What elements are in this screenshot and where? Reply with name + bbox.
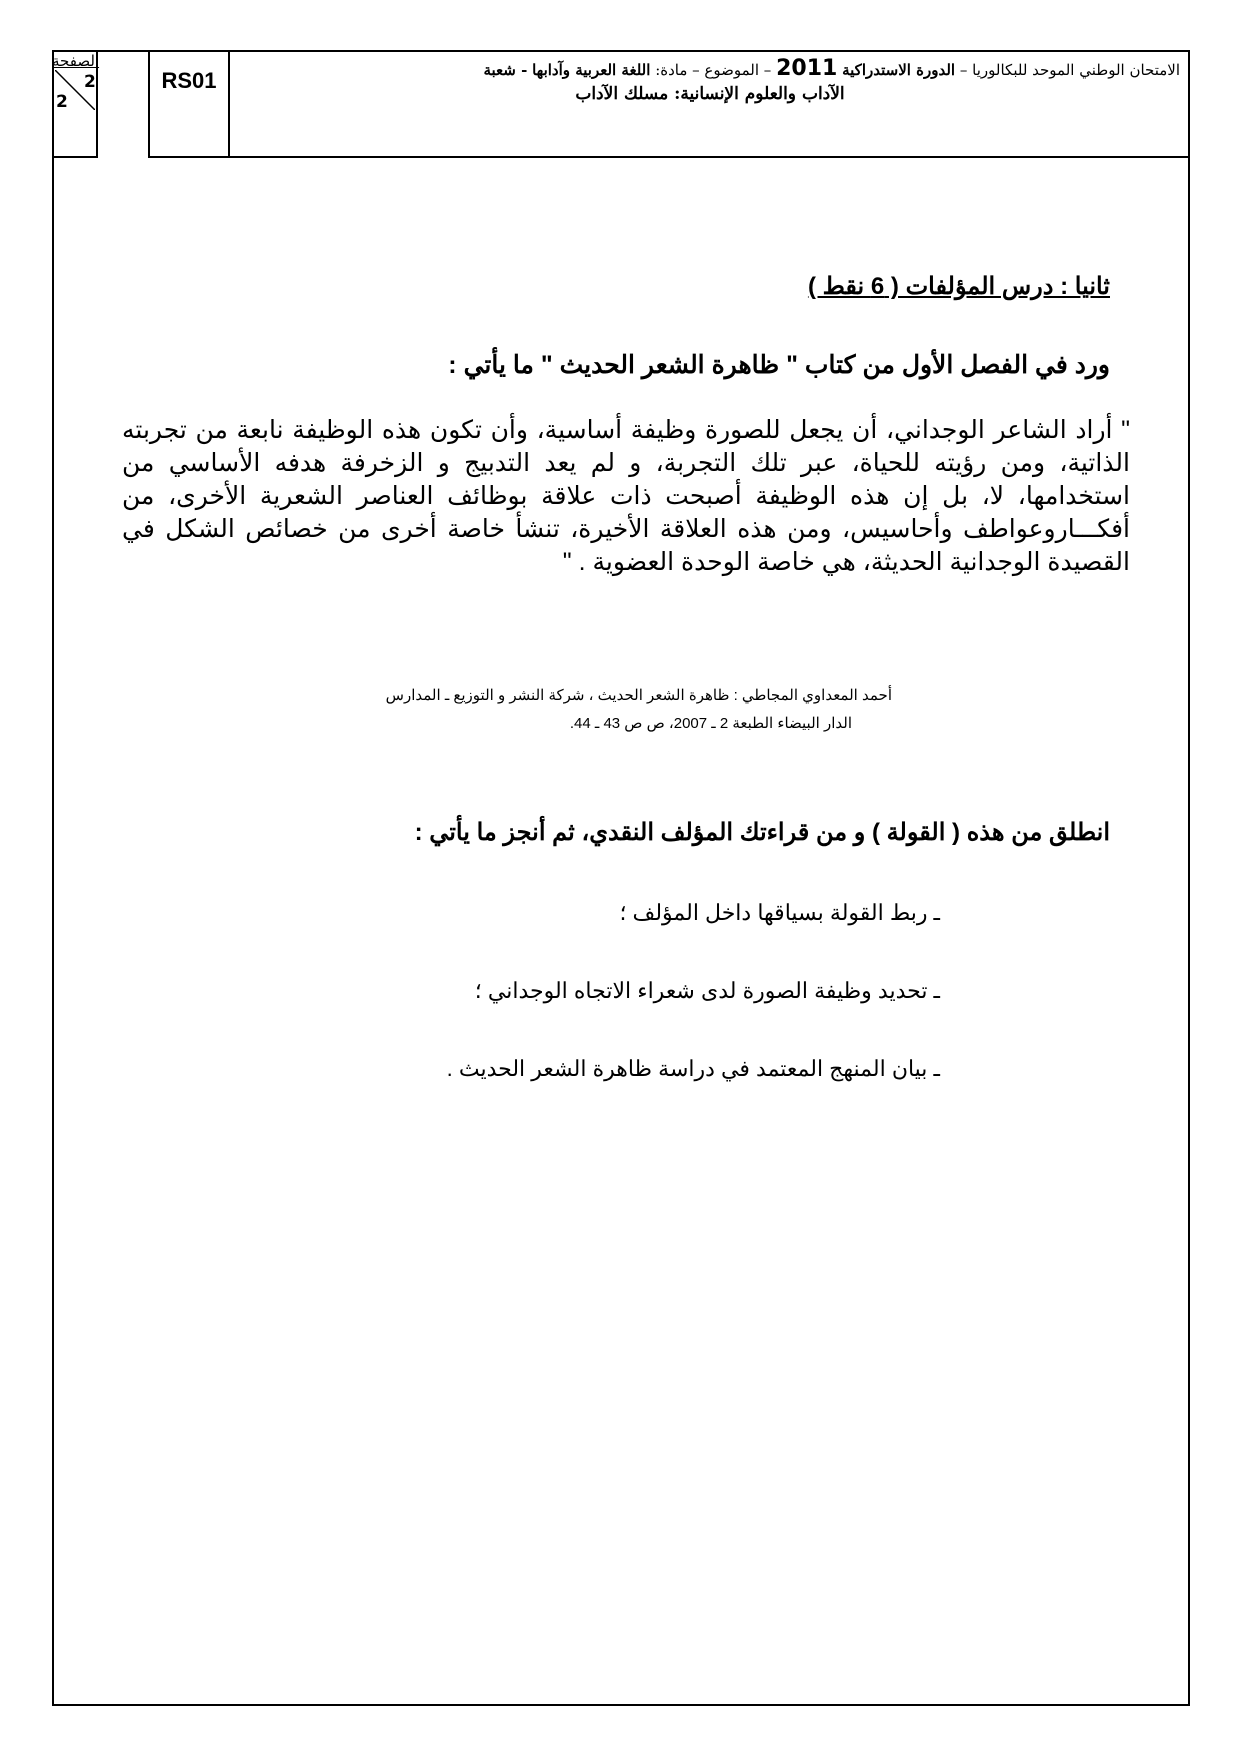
task-item: ـ بيان المنهج المعتمد في دراسة ظاهرة الشعر الحديث . <box>446 1056 940 1081</box>
header-subject-name: اللغة العربية وآدابها <box>532 61 651 79</box>
section-title: ثانيا : درس المؤلفات ( 6 نقط ) <box>807 273 1110 300</box>
header-session: الدورة الاستدراكية <box>842 61 956 79</box>
source-line-1: أحمد المعداوي المجاطي : ظاهرة الشعر الحديث ، شركة النشر و التوزيع ـ المدارس <box>385 687 892 704</box>
source-citation <box>192 682 892 738</box>
page-total: 2 <box>56 92 68 112</box>
header-prefix: الامتحان الوطني الموحد للبكالوريا – <box>959 61 1180 79</box>
header-subject-label: – الموضوع – مادة: <box>655 61 772 79</box>
header-branch-label: - شعبة <box>483 61 528 79</box>
exam-code: RS01 <box>161 68 217 93</box>
task-item: ـ ربط القولة بسياقها داخل المؤلف ؛ <box>619 900 940 925</box>
page-label: الصفحة <box>52 52 100 70</box>
header-line-1 <box>220 56 1180 81</box>
task-item: ـ تحديد وظيفة الصورة لدى شعراء الاتجاه الوجداني ؛ <box>474 978 940 1003</box>
exam-code-box <box>148 50 230 158</box>
page-number: 2 <box>84 72 96 92</box>
quote-paragraph: " أراد الشاعر الوجداني، أن يجعل للصورة وظيفة أساسية، وأن تكون هذه الوظيفة نابعة من تجربته الذاتية، ومن رؤيته للحياة، عبر تلك التجربة، و لم يعد التدبيج و الزخرفة هدفه الأساسي من استخدامها، لا، بل إن هذه الوظيفة أصبحت ذات علاقة بوظائف العناصر الشعرية الأخرى، من أفكـــاروعواطف وأحاسيس، ومن هذه العلاقة الأخيرة، تنشأ خاصة أخرى من خصائص الشكل في القصيدة الوجدانية الحديثة، هي خاصة الوحدة العضوية . " <box>122 416 1130 576</box>
header-line-2: الآداب والعلوم الإنسانية: مسلك الآداب <box>575 84 845 104</box>
intro-sentence: ورد في الفصل الأول من كتاب " ظاهرة الشعر الحديث " ما يأتي : <box>448 351 1110 379</box>
header-year: 2011 <box>776 56 838 81</box>
task-instruction: انطلق من هذه ( القولة ) و من قراءتك المؤلف النقدي، ثم أنجز ما يأتي : <box>414 819 1110 846</box>
source-line-2: الدار البيضاء الطبعة 2 ـ 2007، ص ص 43 ـ 44. <box>569 715 852 732</box>
